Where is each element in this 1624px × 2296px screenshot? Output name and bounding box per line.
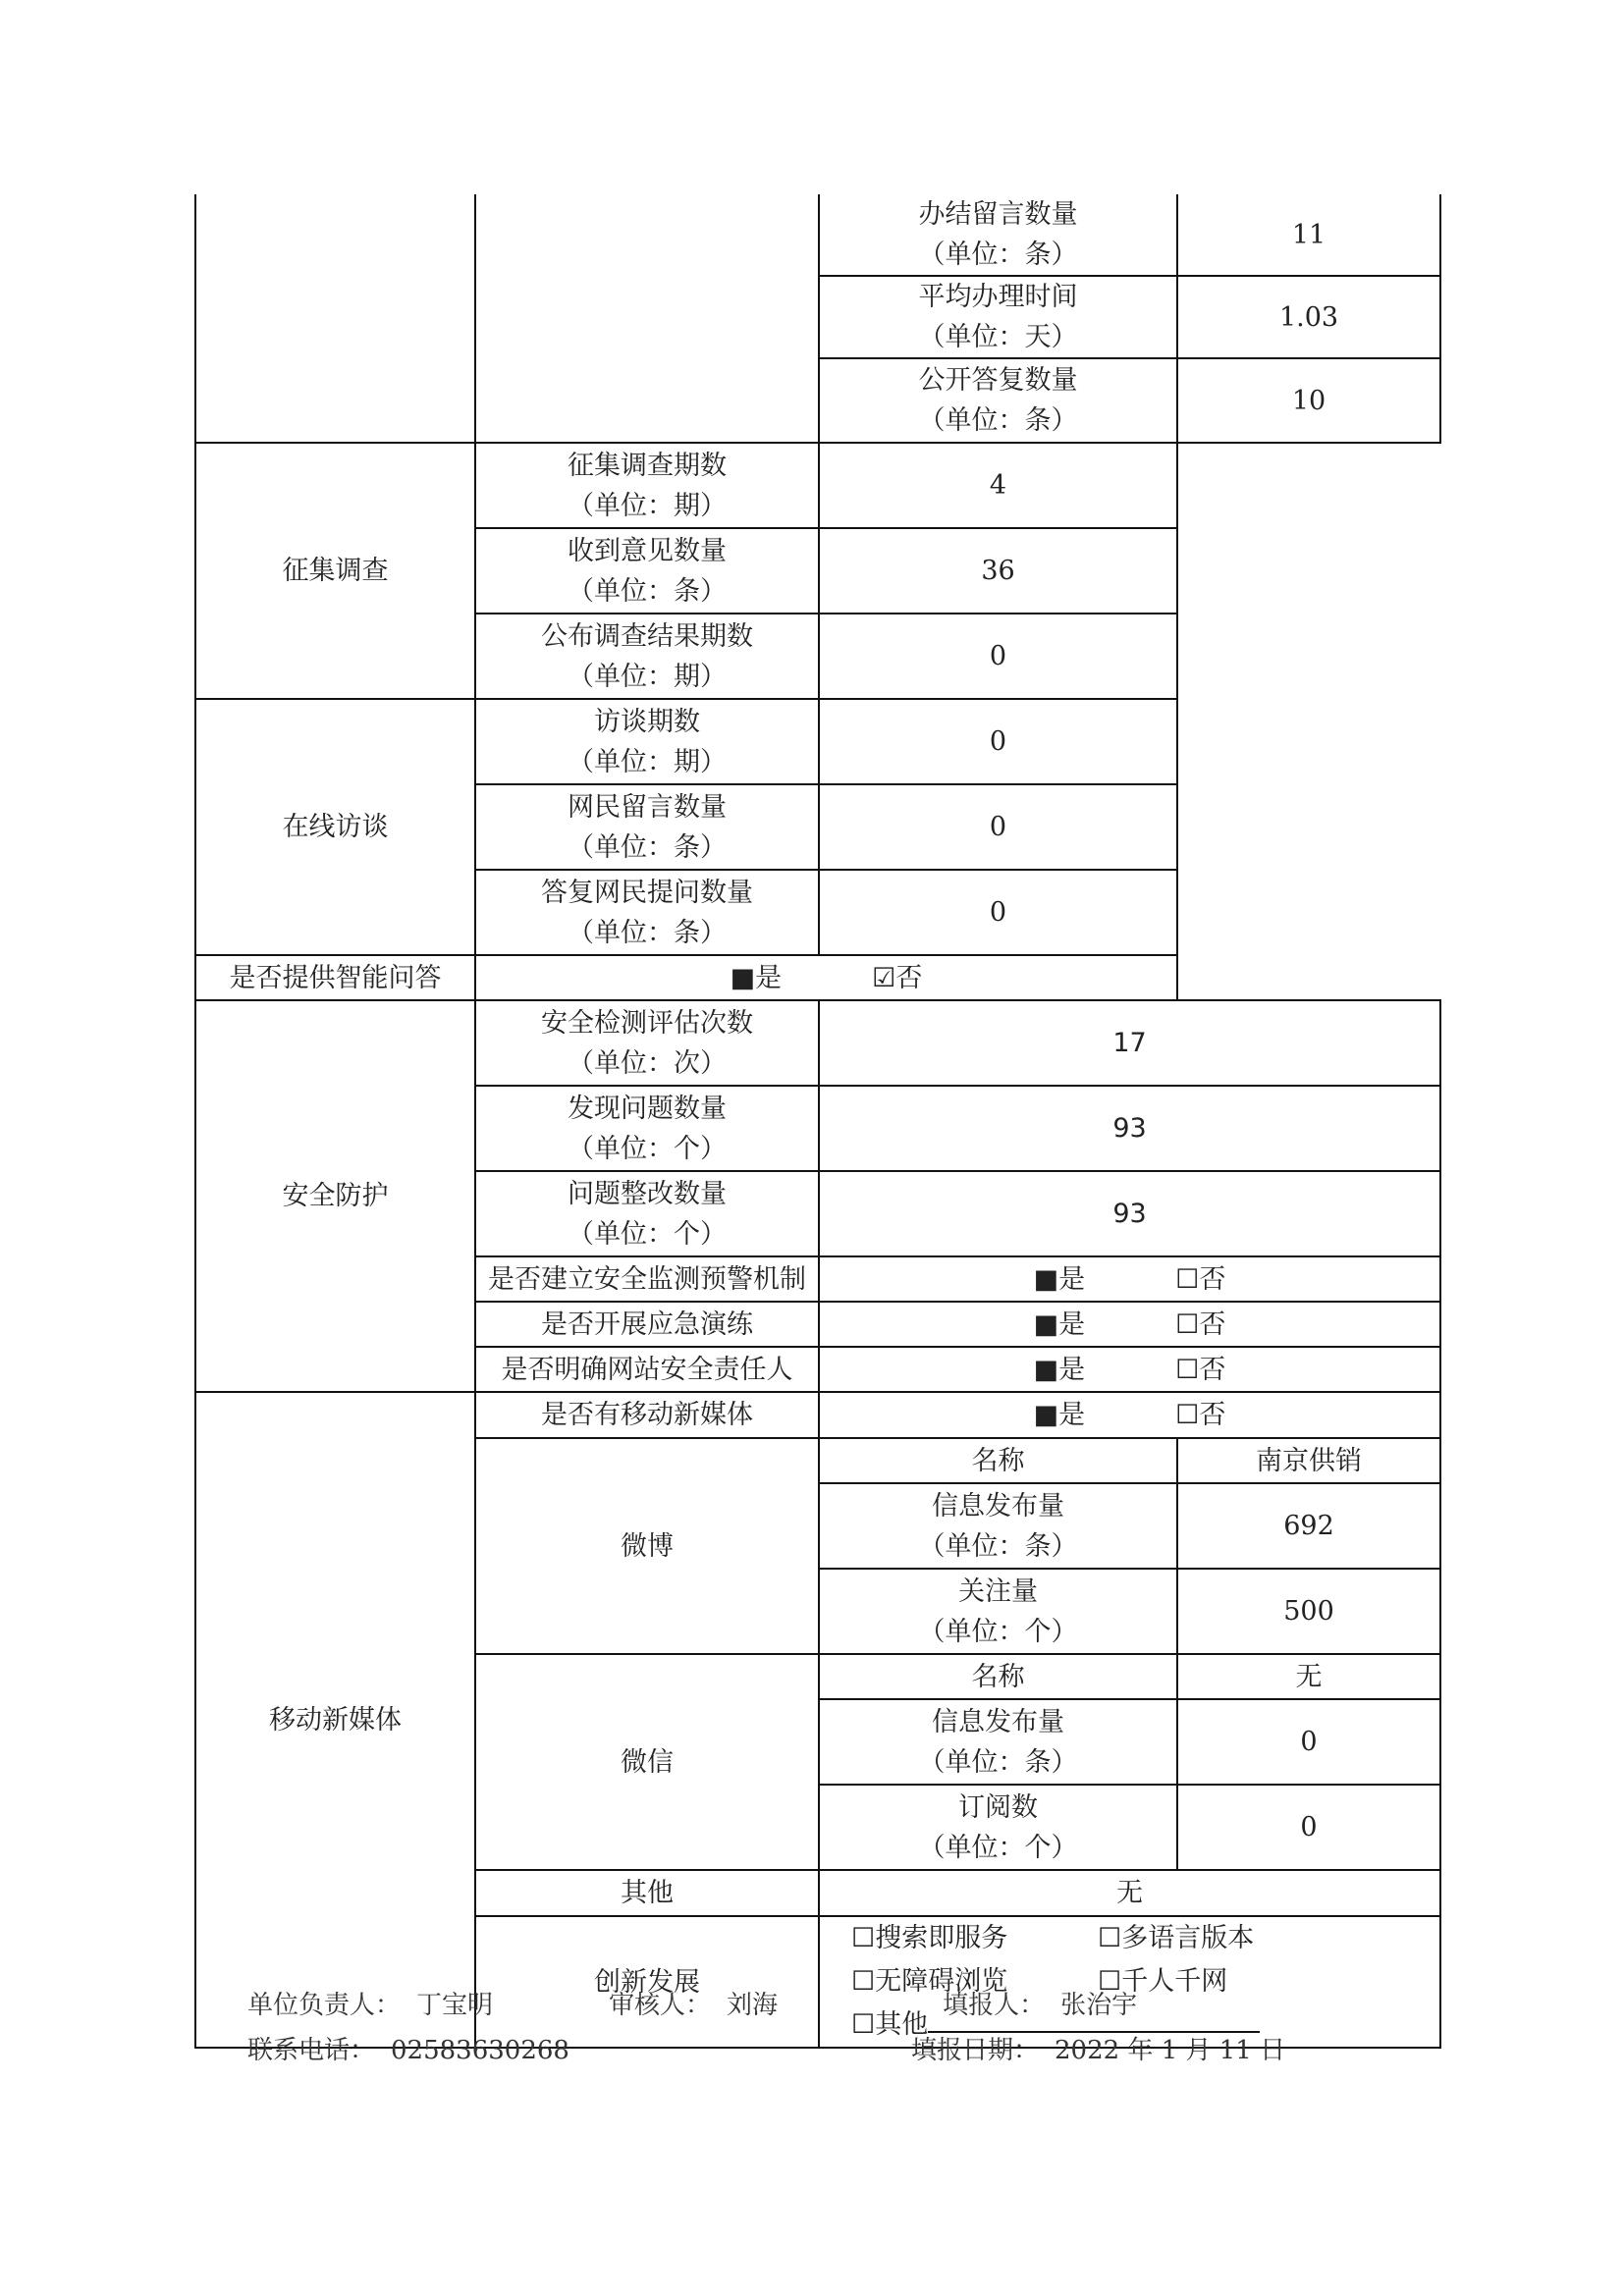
- metric-label: 订阅数 （单位：个）: [819, 1785, 1177, 1870]
- name-value: 无: [1177, 1654, 1440, 1699]
- no-checkbox[interactable]: ☑否: [872, 962, 923, 993]
- check-choice: [819, 1347, 1440, 1392]
- metric-label: 答复网民提问数量 （单位：条）: [475, 870, 819, 955]
- yes-checkbox[interactable]: ■是: [1033, 1263, 1086, 1295]
- metric-label: 安全检测评估次数 （单位：次）: [475, 1000, 819, 1086]
- section-security: 安全防护: [195, 1000, 475, 1392]
- metric-label: 信息发布量 （单位：条）: [819, 1699, 1177, 1785]
- name-label: 名称: [819, 1438, 1177, 1483]
- yes-checkbox[interactable]: ■是: [1033, 1354, 1086, 1385]
- check-label: 是否明确网站安全责任人: [475, 1347, 819, 1392]
- check-choice: [819, 1302, 1440, 1347]
- filler-name: 张治宇: [1060, 1991, 1138, 2020]
- no-checkbox[interactable]: ☐否: [1175, 1354, 1226, 1385]
- date-label: 填报日期：: [910, 2036, 1039, 2065]
- metric-label: 公开答复数量 （单位：条）: [819, 358, 1177, 443]
- name-label: 名称: [819, 1654, 1177, 1699]
- metric-value: 36: [819, 528, 1177, 614]
- innovation-options: [819, 1916, 1440, 2048]
- metric-label: 信息发布量 （单位：条）: [819, 1483, 1177, 1569]
- metric-label: 公布调查结果期数 （单位：期）: [475, 614, 819, 699]
- section-innovation: 创新发展: [475, 1916, 819, 2048]
- smart-qa-choice: [475, 955, 1177, 1000]
- section-cell-continued: [195, 194, 475, 443]
- other-value: 无: [819, 1870, 1440, 1916]
- check-choice: [819, 1392, 1440, 1438]
- check-label: 是否建立安全监测预警机制: [475, 1256, 819, 1302]
- head-name: 丁宝明: [416, 1991, 494, 2020]
- metric-value: 0: [819, 614, 1177, 699]
- footer-line-2: [247, 2030, 1285, 2066]
- check-label: 是否开展应急演练: [475, 1302, 819, 1347]
- metric-label: 征集调查期数 （单位：期）: [475, 443, 819, 528]
- metric-value: 17: [819, 1000, 1440, 1086]
- phone-number: 02583630268: [391, 2036, 569, 2065]
- metric-value: 10: [1177, 358, 1440, 443]
- metric-value: 500: [1177, 1569, 1440, 1654]
- reviewer-label: 审核人：: [609, 1991, 712, 2020]
- check-choice: [819, 1256, 1440, 1302]
- metric-label: 关注量 （单位：个）: [819, 1569, 1177, 1654]
- yes-checkbox[interactable]: ■是: [1033, 1308, 1086, 1340]
- filler-label: 填报人：: [943, 1991, 1046, 2020]
- metric-label: 办结留言数量 （单位：条）: [819, 194, 1177, 276]
- search-service-checkbox[interactable]: ☐搜索即服务: [851, 1923, 1008, 1953]
- metric-value: 0: [1177, 1785, 1440, 1870]
- metric-value: 11: [1177, 194, 1440, 276]
- date-value: 2022 年 1 月 11 日: [1055, 2036, 1286, 2065]
- metric-value: 0: [1177, 1699, 1440, 1785]
- metric-label: 网民留言数量 （单位：条）: [475, 784, 819, 870]
- no-checkbox[interactable]: ☐否: [1175, 1308, 1226, 1340]
- report-table: [194, 194, 1441, 2049]
- metric-label: 访谈期数 （单位：期）: [475, 699, 819, 784]
- metric-value: 93: [819, 1086, 1440, 1171]
- subsection-wechat: 微信: [475, 1654, 819, 1870]
- section-mobile-media: 移动新媒体: [195, 1392, 475, 2048]
- name-value: 南京供销: [1177, 1438, 1440, 1483]
- metric-value: 93: [819, 1171, 1440, 1256]
- metric-value: 4: [819, 443, 1177, 528]
- metric-label: 问题整改数量 （单位：个）: [475, 1171, 819, 1256]
- other-checkbox[interactable]: ☐其他: [851, 2009, 929, 2040]
- phone-label: 联系电话：: [247, 2036, 376, 2065]
- head-label: 单位负责人：: [247, 1991, 402, 2020]
- metric-value: 692: [1177, 1483, 1440, 1569]
- subsection-survey: 征集调查: [195, 443, 475, 699]
- subsection-weibo: 微博: [475, 1438, 819, 1654]
- metric-value: 1.03: [1177, 276, 1440, 358]
- metric-value: 0: [819, 699, 1177, 784]
- no-checkbox[interactable]: ☐否: [1175, 1263, 1226, 1295]
- metric-label: 收到意见数量 （单位：条）: [475, 528, 819, 614]
- smart-qa-label: 是否提供智能问答: [195, 955, 475, 1000]
- yes-checkbox[interactable]: ■是: [730, 962, 783, 993]
- multilingual-checkbox[interactable]: ☐多语言版本: [1098, 1923, 1255, 1953]
- subsection-cell-continued: [475, 194, 819, 443]
- subsection-interview: 在线访谈: [195, 699, 475, 955]
- metric-value: 0: [819, 870, 1177, 955]
- metric-label: 平均办理时间 （单位：天）: [819, 276, 1177, 358]
- other-label: 其他: [475, 1870, 819, 1916]
- footer-line-1: [247, 1985, 1137, 2021]
- metric-label: 发现问题数量 （单位：个）: [475, 1086, 819, 1171]
- reviewer-name: 刘海: [727, 1991, 779, 2020]
- check-label: 是否有移动新媒体: [475, 1392, 819, 1438]
- accessibility-checkbox[interactable]: ☐无障碍浏览: [851, 1966, 1008, 1997]
- no-checkbox[interactable]: ☐否: [1175, 1400, 1226, 1430]
- personalization-checkbox[interactable]: ☐千人千网: [1098, 1966, 1228, 1997]
- metric-value: 0: [819, 784, 1177, 870]
- yes-checkbox[interactable]: ■是: [1033, 1400, 1086, 1430]
